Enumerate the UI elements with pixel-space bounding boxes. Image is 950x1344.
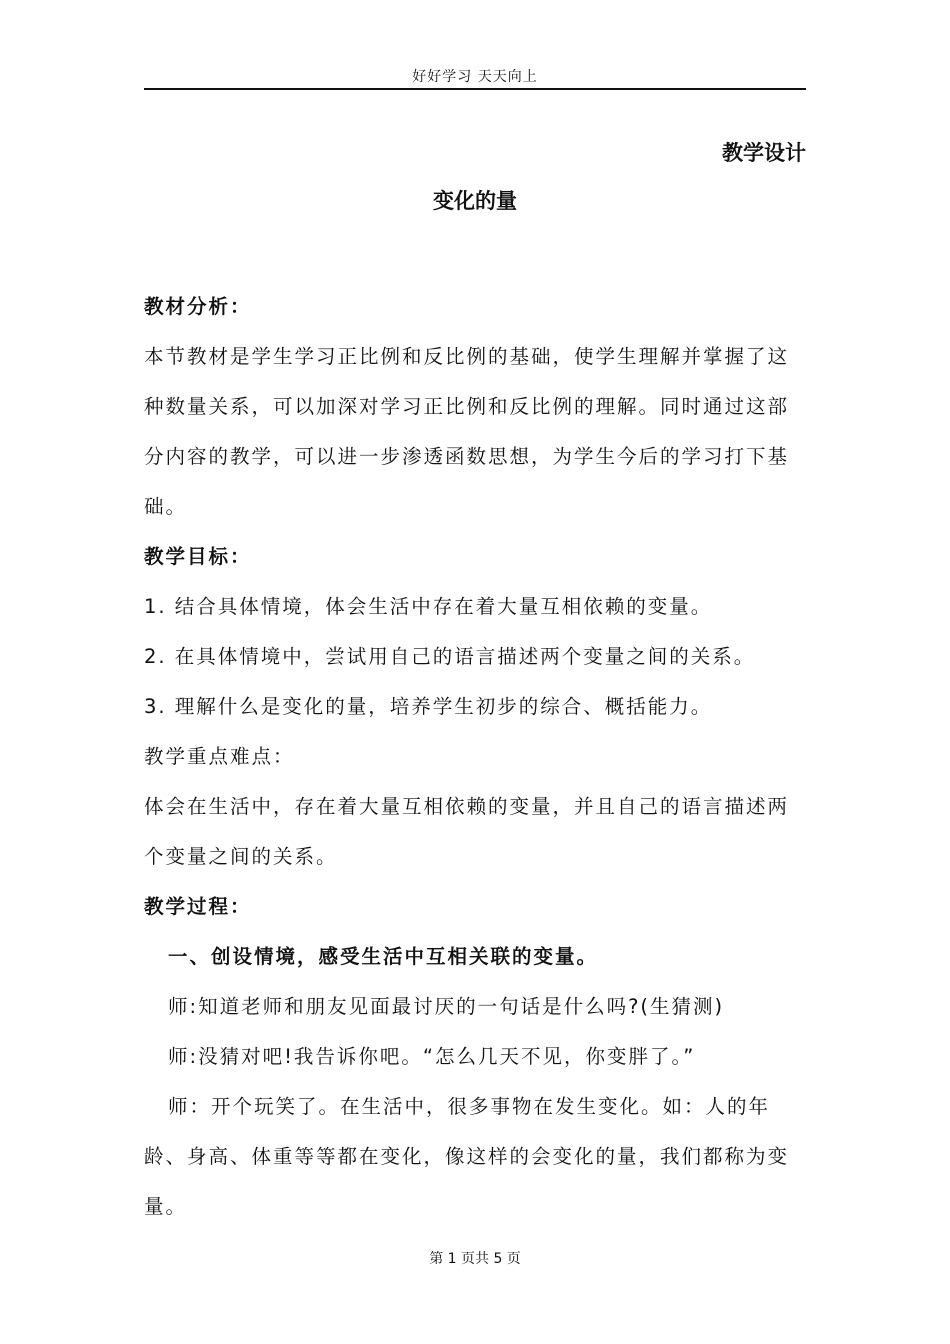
material-text: 本节教材是学生学习正比例和反比例的基础，使学生理解并掌握了这种数量关系，可以加深对学习正比例和反比例的理解。同时通过这部分内容的教学，可以进一步渗透函数思想，为学生今后的学习打下基础。 [144,345,790,518]
section-heading-keypoints: 教学重点难点： [144,745,295,768]
process-paragraph: 师：开个玩笑了。在生活中，很多事物在发生变化。如：人的年龄、身高、体重等等都在变化，像这样的会变化的量，我们都称为变量。 [144,1095,790,1218]
dialogue-line-1: 师:知道老师和朋友见面最讨厌的一句话是什么吗?(生猜测) [168,995,725,1018]
goal-item-3: 3. 理解什么是变化的量，培养学生初步的综合、概括能力。 [144,695,713,718]
document-body [144,282,810,1232]
document-type: 教学设计 [722,141,806,165]
page-title: 变化的量 [433,189,517,213]
section-heading-process: 教学过程： [144,895,252,918]
dialogue-line-2: 师:没猜对吧!我告诉你吧。“怎么几天不见，你变胖了。” [168,1045,696,1068]
process-step-title: 一、创设情境，感受生活中互相关联的变量。 [168,945,599,968]
goal-item-2: 2. 在具体情境中，尝试用自己的语言描述两个变量之间的关系。 [144,645,756,668]
keypoints-text: 体会在生活中，存在着大量互相依赖的变量，并且自己的语言描述两个变量之间的关系。 [144,795,790,868]
goal-item-1: 1. 结合具体情境，体会生活中存在着大量互相依赖的变量。 [144,595,713,618]
section-heading-goals: 教学目标： [144,545,252,568]
header-rule [144,88,806,90]
page-header: 好好学习 天天向上 [412,69,538,85]
page-footer: 第 1 页共 5 页 [429,1251,521,1267]
section-heading-material: 教材分析： [144,295,252,318]
